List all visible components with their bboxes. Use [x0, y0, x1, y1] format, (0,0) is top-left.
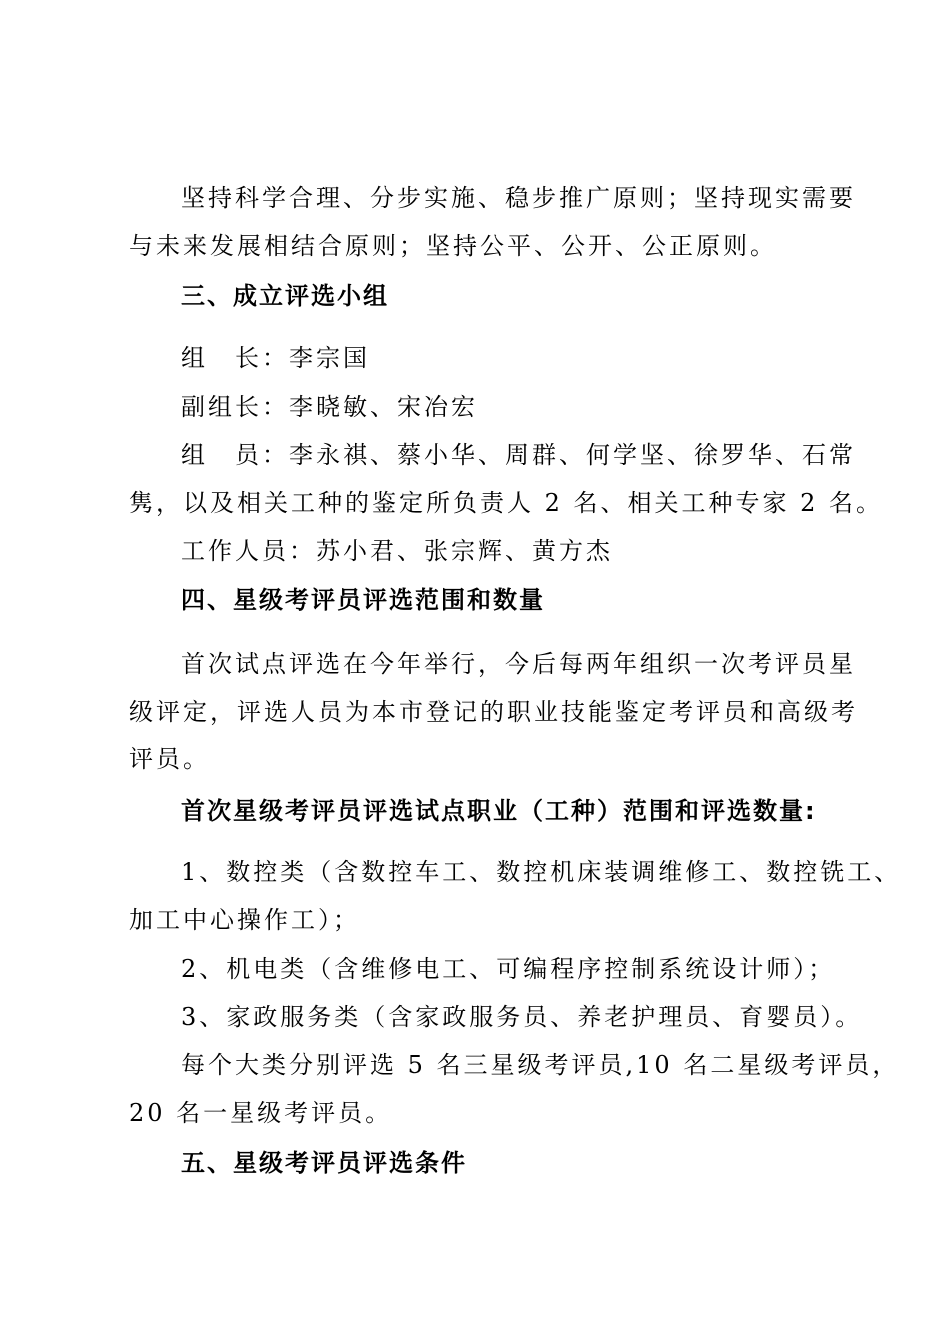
principles-line-1: 坚持科学合理、分步实施、稳步推广原则；坚持现实需要: [181, 184, 856, 212]
principles-line-2: 与未来发展相结合原则；坚持公平、公开、公正原则。: [129, 232, 777, 260]
item-1-line-2: 加工中心操作工）；: [129, 906, 360, 934]
section-4-subheading: 首次星级考评员评选试点职业（工种）范围和评选数量:: [181, 797, 817, 825]
members-line-2: 隽，以及相关工种的鉴定所负责人 2 名、相关工种专家 2 名。: [129, 489, 884, 517]
quota-line-1: 每个大类分别评选 5 名三星级考评员,10 名二星级考评员，: [181, 1051, 900, 1079]
section-4-intro-line-3: 评员。: [129, 745, 210, 773]
staff-members: 工作人员：苏小君、张宗辉、黄方杰: [181, 537, 613, 565]
section-5-heading: 五、星级考评员评选条件: [181, 1149, 467, 1177]
section-4-intro-line-2: 级评定，评选人员为本市登记的职业技能鉴定考评员和高级考: [129, 698, 858, 726]
section-4-heading: 四、星级考评员评选范围和数量: [181, 586, 545, 614]
section-3-heading: 三、成立评选小组: [181, 282, 389, 310]
members-line-1: 组 员：李永祺、蔡小华、周群、何学坚、徐罗华、石常: [181, 441, 856, 469]
item-3: 3、家政服务类（含家政服务员、养老护理员、育婴员）。: [181, 1003, 863, 1031]
group-leader: 组 长：李宗国: [181, 344, 370, 372]
deputy-leader: 副组长：李晓敏、宋冶宏: [181, 393, 478, 421]
item-2: 2、机电类（含维修电工、可编程序控制系统设计师）；: [181, 955, 836, 983]
section-4-intro-line-1: 首次试点评选在今年举行，今后每两年组织一次考评员星: [181, 650, 856, 678]
quota-line-2: 20 名一星级考评员。: [129, 1099, 393, 1127]
item-1-line-1: 1、数控类（含数控车工、数控机床装调维修工、数控铣工、: [181, 858, 902, 886]
